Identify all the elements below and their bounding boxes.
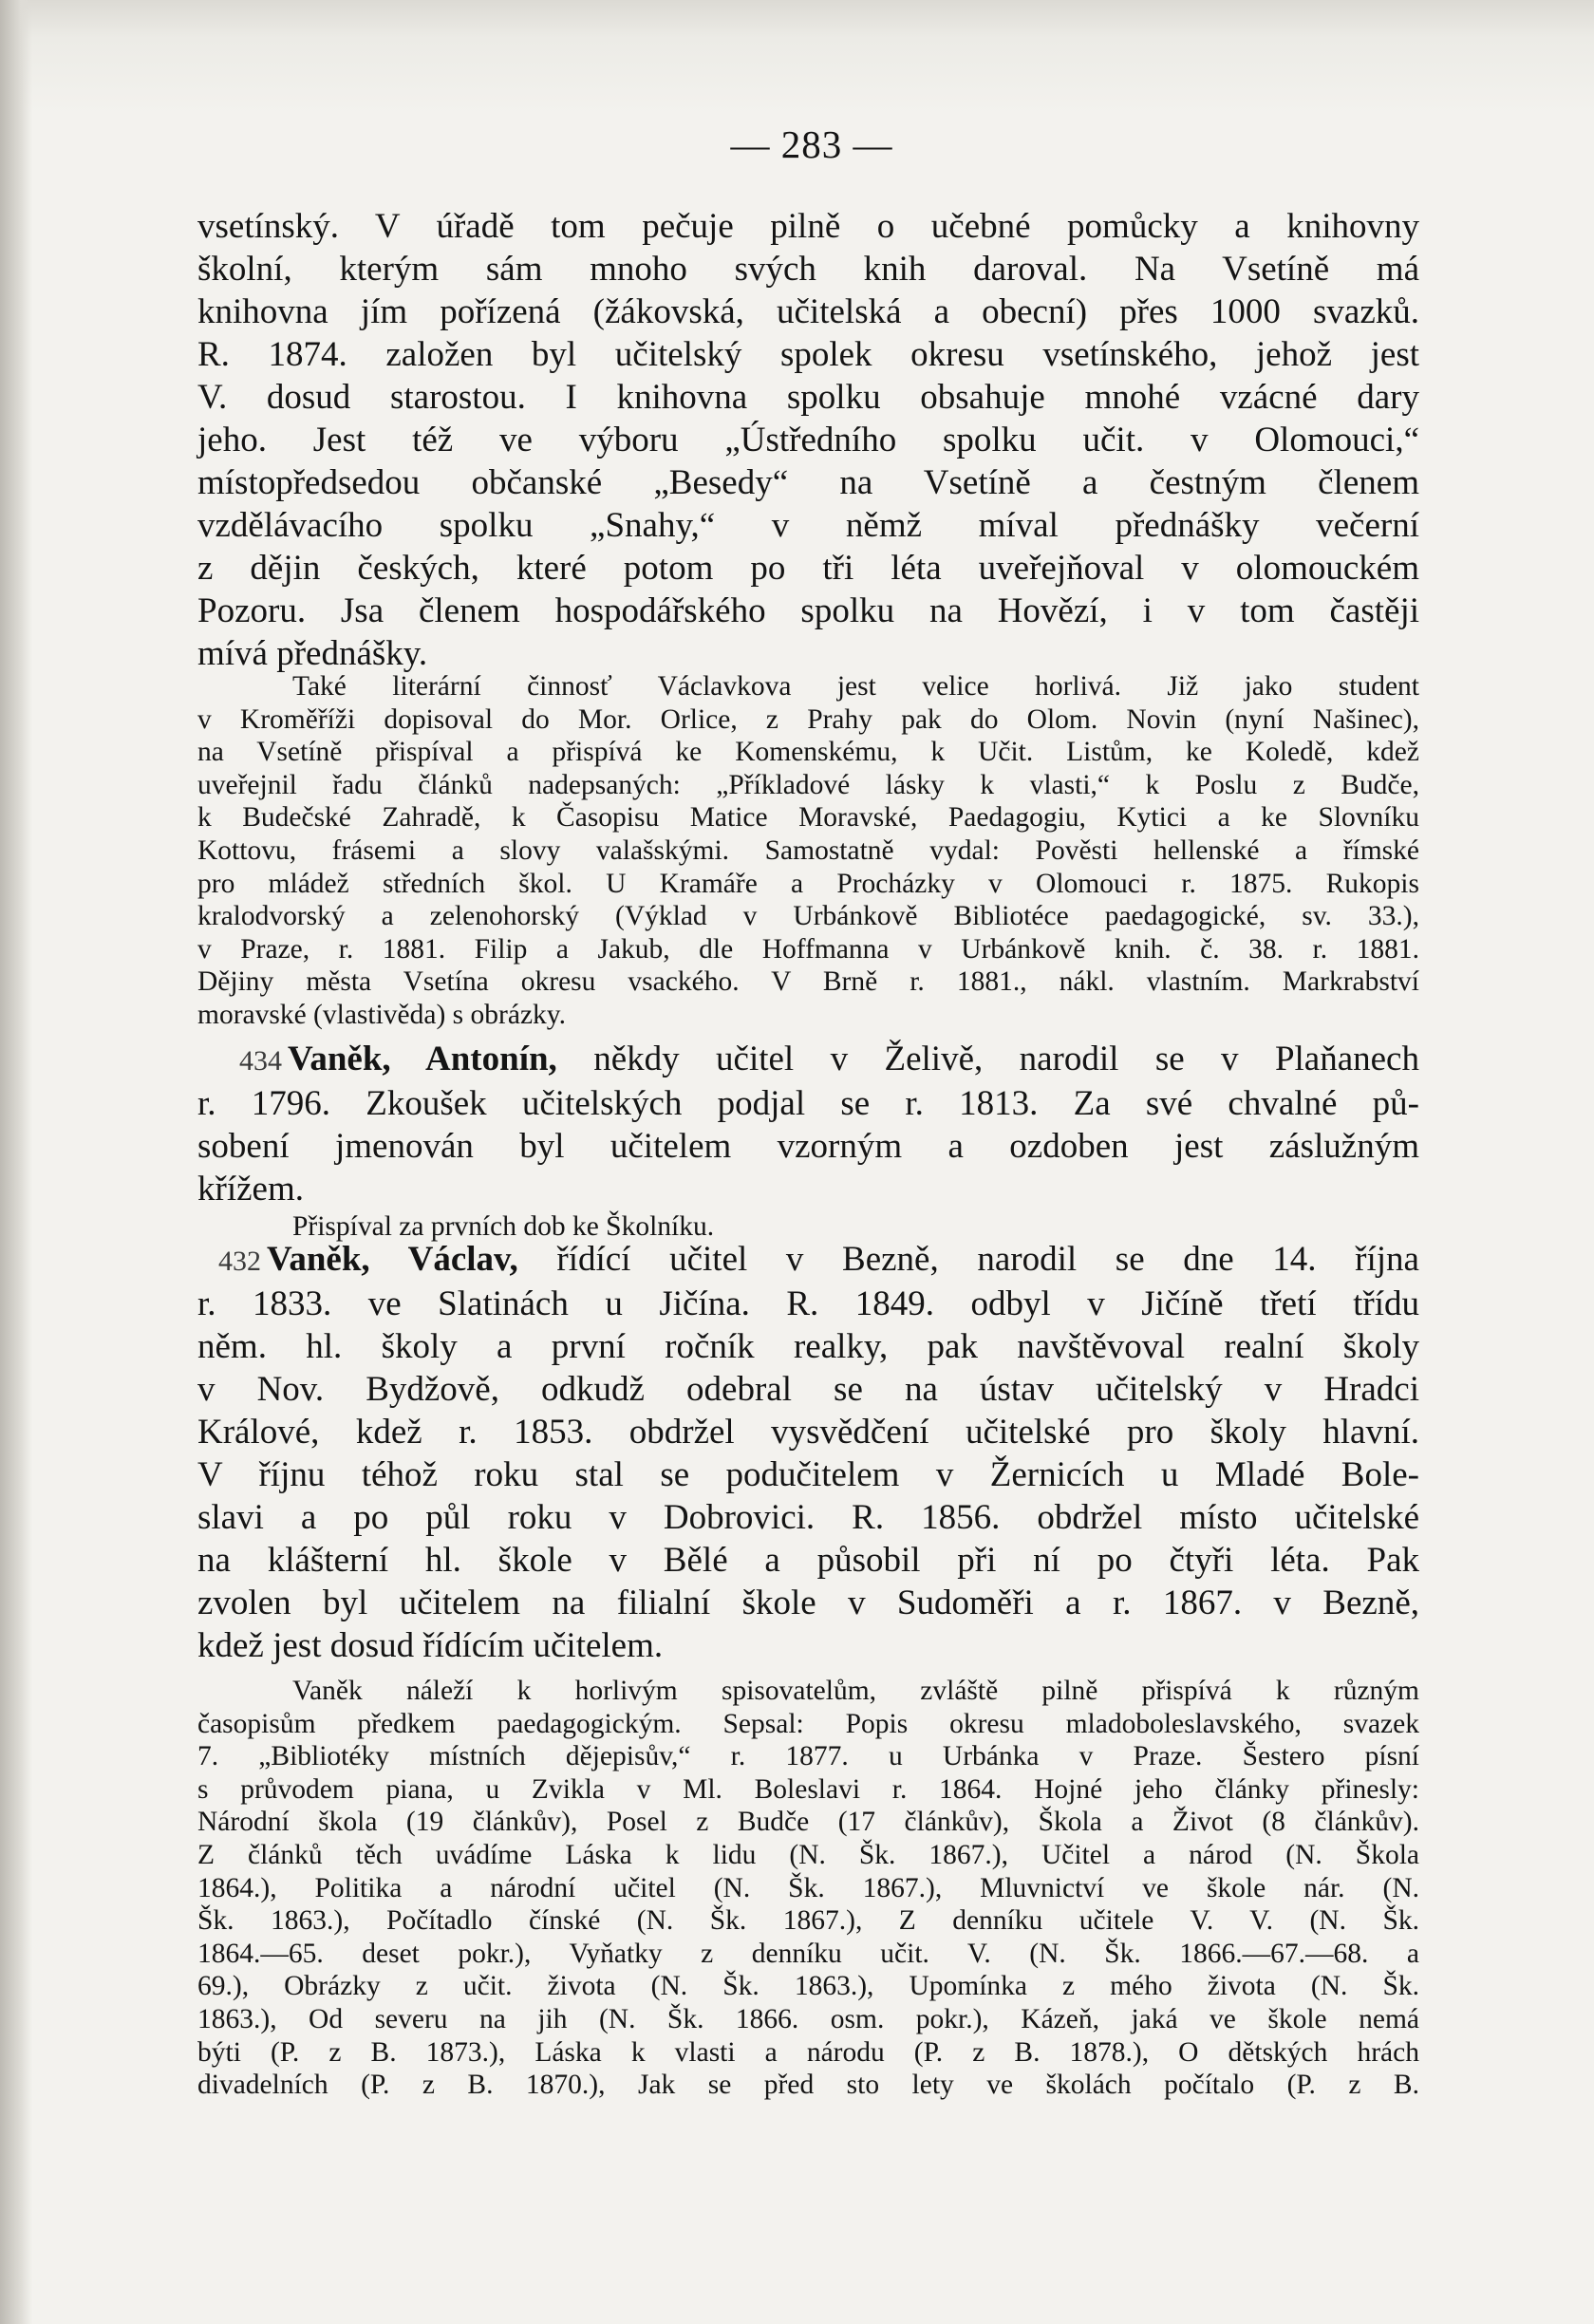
text-line: z dějin českých, které potom po tři léta uveřejňoval v olomouckém <box>197 549 1419 588</box>
text-line: pro mládež středních škol. U Kramáře a Procházky v Olomouci r. 1875. Rukopis <box>197 868 1419 899</box>
text-line: 7. „Bibliotéky místních dějepisův,“ r. 1877. u Urbánka v Praze. Šestero písní <box>197 1741 1419 1772</box>
text-line: Z článků těch uvádíme Láska k lidu (N. Šk. 1867.), Učitel a národ (N. Škola <box>197 1839 1419 1870</box>
text-line: knihovna jím pořízená (žákovská, učitelská a obecní) přes 1000 svazků. <box>197 292 1419 331</box>
text-line: sobení jmenován byl učitelem vzorným a ozdoben jest záslužným <box>197 1127 1419 1166</box>
text-line: V. dosud starostou. I knihovna spolku obsahuje mnohé vzácné dary <box>197 378 1419 417</box>
margin-note: 432 <box>218 1246 261 1277</box>
text-line: R. 1874. založen byl učitelský spolek okresu vsetínského, jehož jest <box>197 335 1419 374</box>
text-line: s průvodem piana, u Zvikla v Ml. Boleslavi r. 1864. Hojné jeho články přinesly: <box>197 1773 1419 1805</box>
text-line-content: Přispíval za prvních dob ke Školníku. <box>292 1211 715 1242</box>
text-line: místopředsedou občanské „Besedy“ na Vsetíně a čestným členem <box>197 463 1419 502</box>
text-line-content: Vaněk náleží k horlivým spisovatelům, zvláště pilně přispívá k různým <box>292 1676 1419 1706</box>
text-line: vsetínský. V úřadě tom pečuje pilně o učebné pomůcky a knihovny <box>197 207 1419 246</box>
entry-vanek-vaclav-notes <box>197 1675 1419 2102</box>
text-line: r. 1796. Zkoušek učitelských podjal se r. 1813. Za své chvalné pů- <box>197 1084 1419 1123</box>
text-line: uveřejnil řadu článků nadepsaných: „Příkladové lásky k vlasti,“ k Poslu z Budče, <box>197 769 1419 800</box>
text-line <box>197 1675 1419 1708</box>
text-line: divadelních (P. z B. 1870.), Jak se před sto lety ve školách počítalo (P. z B. <box>197 2070 1419 2101</box>
text-line: 1864.—65. deset pokr.), Vyňatky z denníku učit. V. (N. Šk. 1866.—67.—68. a <box>197 1938 1419 1969</box>
text-line: zvolen byl učitelem na filialní škole v Sudoměři a r. 1867. v Bezně, <box>197 1584 1419 1622</box>
text-line: k Budečské Zahradě, k Časopisu Matice Moravské, Paedagogiu, Kytici a ke Slovníku <box>197 802 1419 834</box>
text-line <box>197 670 1419 703</box>
text-line: kralodvorský a zelenohorský (Výklad v Urbánkově Bibliotéce paedagogické, sv. 33.), <box>197 901 1419 932</box>
page-binding-shadow <box>0 0 32 2324</box>
entry-name: Vaněk, Václav, <box>267 1240 518 1279</box>
text-line: něm. hl. školy a první ročník realky, pak navštěvoval realní školy <box>197 1327 1419 1366</box>
text-line: slavi a po půl roku v Dobrovici. R. 1856. obdržel místo učitelské <box>197 1498 1419 1537</box>
text-line-content: někdy učitel v Želivě, narodil se v Plaňanech <box>556 1040 1419 1078</box>
text-line: Národní škola (19 článkův), Posel z Budče (17 článkův), Škola a Život (8 článkův). <box>197 1807 1419 1838</box>
text-line: na Vsetíně přispíval a přispívá ke Komenskému, k Učit. Listům, ke Koledě, kdež <box>197 737 1419 768</box>
text-line-content: Také literární činnosť Václavkova jest velice horlivá. Již jako student <box>292 671 1419 702</box>
text-line: Dějiny města Vsetína okresu vsackého. V Brně r. 1881., nákl. vlastním. Markrabství <box>197 966 1419 998</box>
page-number: — 283 — <box>730 122 893 166</box>
text-line: na klášterní hl. škole v Bělé a působil při ní po čtyři léta. Pak <box>197 1541 1419 1580</box>
text-line: 1864.), Politika a národní učitel (N. Šk. 1867.), Mluvnictví ve škole nár. (N. <box>197 1872 1419 1903</box>
text-line: Pozoru. Jsa členem hospodářského spolku na Hovězí, i v tom častěji <box>197 591 1419 630</box>
text-line: křížem. <box>197 1170 304 1209</box>
entry-vanek-antonin <box>197 1038 1419 1210</box>
entry-heading-line <box>197 1238 1419 1283</box>
paragraph-vaclavek-career <box>197 205 1419 675</box>
margin-note: 434 <box>239 1045 282 1077</box>
text-line: kdež jest dosud řídícím učitelem. <box>197 1626 664 1665</box>
text-line: vzdělávacího spolku „Snahy,“ v němž míval přednášky večerní <box>197 506 1419 545</box>
text-line: 69.), Obrázky z učit. života (N. Šk. 1863.), Upomínka z mého života (N. Šk. <box>197 1971 1419 2002</box>
text-line: 1863.), Od severu na jih (N. Šk. 1866. osm. pokr.), Kázeň, jaká ve škole nemá <box>197 2003 1419 2034</box>
text-line: v Nov. Bydžově, odkudž odebral se na ústav učitelský v Hradci <box>197 1370 1419 1409</box>
text-line: Šk. 1863.), Počítadlo čínské (N. Šk. 1867.), Z denníku učitele V. V. (N. Šk. <box>197 1905 1419 1937</box>
text-line: školní, kterým sám mnoho svých knih daroval. Na Vsetíně má <box>197 250 1419 289</box>
text-line: v Praze, r. 1881. Filip a Jakub, dle Hoffmanna v Urbánkově knih. č. 38. r. 1881. <box>197 933 1419 965</box>
text-line: v Kroměříži dopisoval do Mor. Orlice, z Prahy pak do Olom. Novin (nyní Našinec), <box>197 703 1419 735</box>
text-line: jeho. Jest též ve výboru „Ústředního spolku učit. v Olomouci,“ <box>197 421 1419 459</box>
entry-name: Vaněk, Antonín, <box>288 1040 557 1078</box>
text-line: časopisům předkem paedagogickým. Sepsal: Popis okresu mladoboleslavského, svazek <box>197 1708 1419 1739</box>
text-line: Králové, kdež r. 1853. obdržel vysvědčení učitelské pro školy hlavní. <box>197 1413 1419 1452</box>
text-line: mívá přednášky. <box>197 634 428 673</box>
entry-vanek-vaclav <box>197 1238 1419 1667</box>
paragraph-vaclavek-literary <box>197 670 1419 1032</box>
text-line: moravské (vlastivěda) s obrázky. <box>197 999 567 1030</box>
text-line: r. 1833. ve Slatinách u Jičína. R. 1849. odbyl v Jičíně třetí třídu <box>197 1284 1419 1323</box>
text-line: V říjnu téhož roku stal se podučitelem v Žernicích u Mladé Bole- <box>197 1455 1419 1494</box>
entry-heading-line <box>197 1038 1419 1082</box>
text-line: Kottovu, frásemi a slovy valašskými. Samostatně vydal: Pověsti hellenské a římské <box>197 834 1419 866</box>
text-line: býti (P. z B. 1873.), Láska k vlasti a národu (P. z B. 1878.), O dětských hrách <box>197 2036 1419 2068</box>
text-line-content: řídící učitel v Bezně, narodil se dne 14. října <box>517 1240 1419 1279</box>
